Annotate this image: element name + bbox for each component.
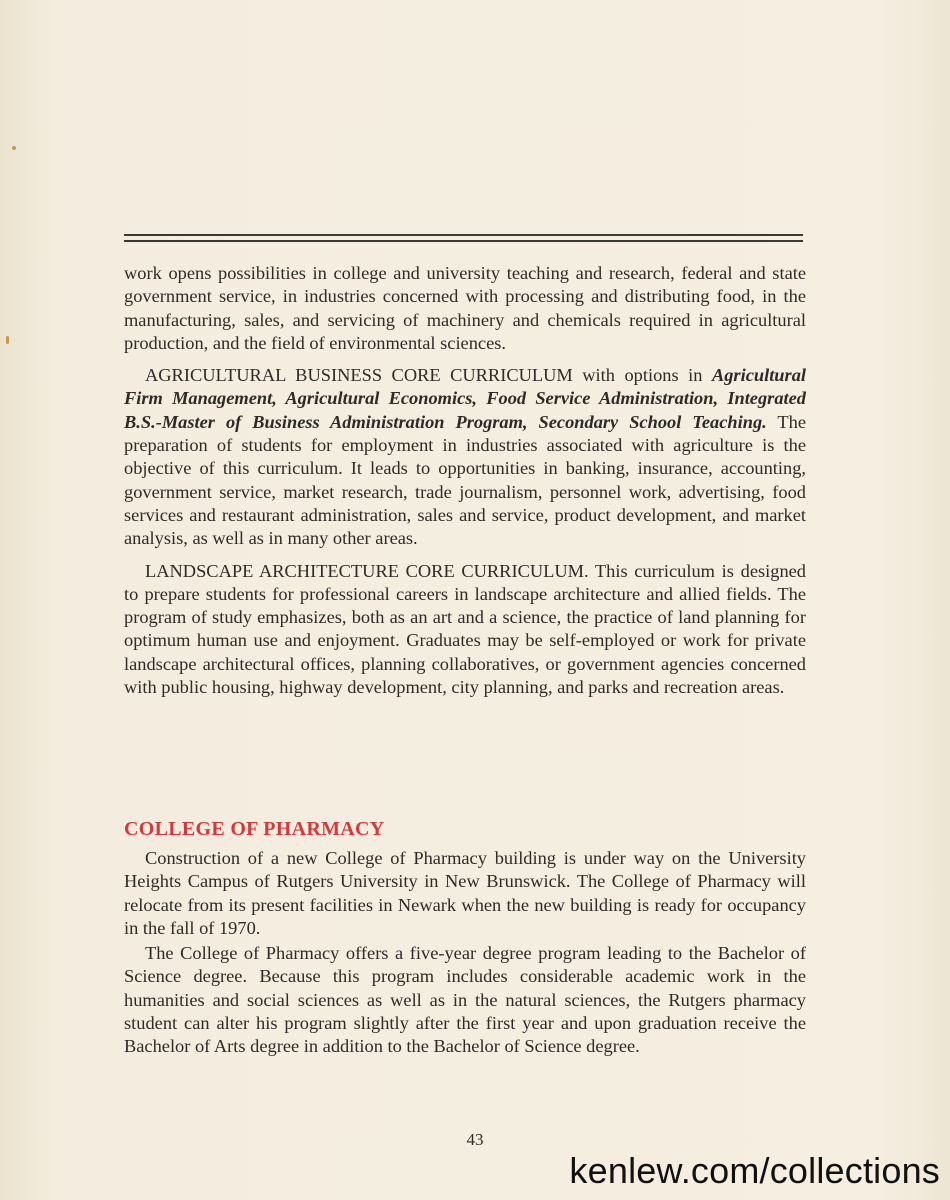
paragraph-pharmacy-construction: Construction of a new College of Pharmacy building is under way on the University Heights Campus of Rutgers University in New Brunswick. The College of Pharmacy will relocate from its present facilities in Newark when the new building is ready for occupancy in the fall of 1970.	[124, 848, 806, 938]
paragraph-pharmacy-program: The College of Pharmacy offers a five-year degree program leading to the Bachelor of Science degree. Because this program includes considerable academic work in the humanities and social sciences as well as in the natural sciences, the Rutgers pharmacy student can alter his program slightly after the first year and upon graduation receive the Bachelor of Arts degree in addition to the Bachelor of Science degree.	[124, 943, 806, 1057]
paragraph-agricultural-business	[124, 364, 806, 550]
pharmacy-text	[124, 847, 806, 1059]
paper-speck	[6, 336, 9, 344]
curriculum-lead: AGRICULTURAL BUSINESS CORE CURRICULUM with options in	[145, 365, 712, 386]
body-text	[124, 262, 806, 699]
paragraph-continuation: work opens possibilities in college and university teaching and research, federal and state government service, in industries concerned with processing and distributing food, in the manufacturing, sales, and servicing of machinery and chemicals required in agricultural production, and the field of environmental sciences.	[124, 263, 806, 353]
paper-speck	[12, 146, 16, 150]
rule-line	[124, 234, 803, 236]
paragraph-landscape-architecture: LANDSCAPE ARCHITECTURE CORE CURRICULUM. This curriculum is designed to prepare students for professional careers in landscape architecture and allied fields. The program of study emphasizes, both as an art and a science, the practice of land planning for optimum human use and enjoyment. Graduates may be self-employed or work for private landscape architectural offices, planning collaboratives, or government agencies concerned with public housing, highway development, city planning, and parks and recreation areas.	[124, 560, 806, 698]
watermark: kenlew.com/collections	[569, 1150, 940, 1191]
section-heading: COLLEGE OF PHARMACY	[124, 818, 385, 840]
rule-line	[124, 240, 803, 242]
page-number: 43	[466, 1130, 484, 1149]
curriculum-description: The preparation of students for employment in industries associated with agriculture is the objective of this curriculum. It leads to opportunities in banking, insurance, accounting, government service, market research, trade journalism, personnel work, advertising, food services and restaurant administration, sales and service, product development, and market analysis, as well as in many other areas.	[124, 411, 807, 549]
double-rule	[124, 234, 803, 246]
curriculum-options: Agricultural Firm Management, Agricultural Economics, Food Service Administration, Integrated B.S.-Master of Business Administration Program, Secondary School Teaching.	[124, 365, 806, 432]
